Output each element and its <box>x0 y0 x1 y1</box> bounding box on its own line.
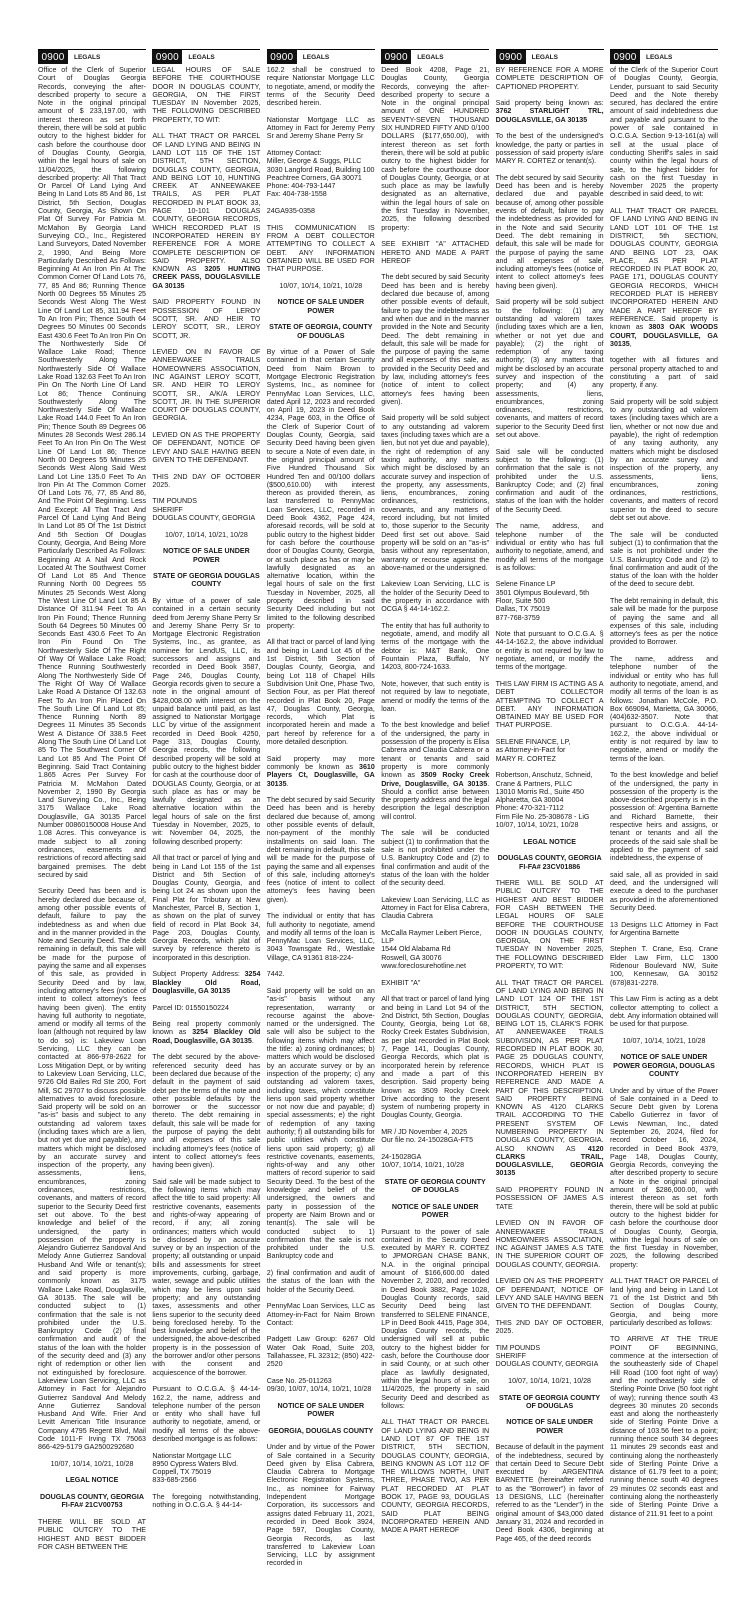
notice-paragraph: Nationstar Mortgage LLC 8950 Cypress Waters Blvd. Coppell, TX 75019 833-685-2566 <box>152 1451 239 1485</box>
section-label: LEGALS <box>646 53 673 61</box>
section-number: 0900 <box>38 50 68 64</box>
notice-paragraph: 162.2 shall be construed to require Nationstar Mortgage LLC to negotiate, amend, or modify the terms of the Security Deed described herein. <box>266 66 375 108</box>
text-segment: ALL THAT TRACT OR PARCEL OF LAND LYING AND BEING IN LAND LOT 115 OF THE 1ST DISTRICT, 5TH SECTION, DOUGLAS COUNTY, GEORGIA, AND BEING LOT 10, HUNTING CREEK AT ANNEEWAKEE TRAILS, AS PER PLAT RECORDED IN PLAT BOOK 33, PAGE 10-101 DOUGLAS COUNTY, GEORGIA RECORDS, WHICH RECORDED PLAT IS INCORPORATED HEREIN BY REFERENCE FOR A MORE COMPLETE DESCRIPTION OF SAID PROPERTY. ALSO KNOWN AS <box>152 132 261 274</box>
legals-column <box>152 49 260 1562</box>
notice-heading: NOTICE OF SALE UNDER POWER <box>277 298 365 315</box>
notice-paragraph <box>496 99 604 124</box>
text-segment: Said property may more commonly be known as <box>266 754 375 771</box>
legals-column <box>496 49 604 1562</box>
notice-paragraph: SAID PROPERTY FOUND IN POSSESSION OF JAMES A.S TATE <box>495 1186 604 1211</box>
notice-paragraph <box>152 970 260 995</box>
notice-paragraph: Padgett Law Group: 6267 Old Water Oak Road, Suite 203, Tallahassee, FL 32312; (850) 422-2520 <box>266 1335 375 1369</box>
notice-paragraph: Said property will be sold on an "as-is" basis without any representation, warranty or recourse against the above-named or the undersigned. The sale will also be subject to the following items which may affect the title: a) zoning ordinances; b) matters which would be disclosed by an accurate survey or by an inspection of the property; c) any outstanding ad valorem taxes, including taxes, which constitute liens upon said property whether or not now due and payable; d) special assessments; e) the right of redemption of any taxing authority; f) all outstanding bills for public utilities which constitute liens upon said property; g) all restrictive covenants, easements, rights-of-way and any other matters of record superior to said Security Deed. To the best of the knowledge and belief of the undersigned, the owners and party in possession of the property are Naim Brown and or tenant(s). The sale will be conducted subject to 1) confirmation that the sale is not prohibited under the U.S. Bankruptcy code and <box>266 986 375 1261</box>
column-body <box>152 66 260 1562</box>
property-address: 3205 HUNTING CREEK PASS, DOUGLASVILLE GA 30135 <box>152 265 261 290</box>
notice-paragraph: Said sale will be made subject to the following items which may affect the title to said property: All restrictive covenants, easements and rights-of-way appearing of record, if any; all zoning ordinances; matters which would be disclosed by an accurate survey or by an inspection of the property; all outstanding or unpaid bills and assessments for street improvements, curbing, garbage, water, sewage and public utilities which may be liens upon said property; and any outstanding taxes, assessments and other liens superior to the security deed being foreclosed hereby. To the best knowledge and belief of the undersigned, the above-described property is in the possession of the borrower and/or other persons with the consent and acquiescence of the borrower. <box>152 1177 261 1377</box>
section-number: 0900 <box>267 50 297 64</box>
notice-heading: DOUGLAS COUNTY, GEORGIA FI-FA# 21CV00753 <box>39 1493 145 1510</box>
notice-heading: STATE OF GEORGIA, COUNTY OF DOUGLAS <box>269 323 373 340</box>
notice-paragraph: 24GA935-0358 <box>266 207 315 216</box>
notice-paragraph: The debt secured by said Security Deed has been and is hereby declared due because of, among other possible events of default, failure to pay the indebtedness as and when due and in the manner provided in the Note and Security Deed. The debt remaining in default, this sale will be made for the purpose of paying the same and all expenses of this sale, as provided in the Security Deed and by law, including attorney's fees (notice of intent to collect attorney's fees having been given). <box>381 273 490 406</box>
notice-paragraph: Office of the Clerk of Superior Court of Douglas Georgia Records, conveying the after-described property to secure a Note in the original principal amount of $ 233,197.00, with interest thereon as set forth therein, there will be sold at public outcry to the highest bidder for cash before the courthouse door of Douglas County, Georgia, within the legal hours of sale on 11/04/2025, the following described property: All That Tract Or Parcel Of Land Lying And Being In Land Lots 85 And 86, 1st District, 5th Section, Douglas County, Georgia, As Shown On Plat Of Survey For Patricia M. McMahon By Georgia Land Surveying CO., Inc., Registered Land Surveyors, Dated November 2, 1990, And Being More Particularly Described As Follows: Beginning At An Iron Pin At The Common Corner Of Land Lots 76, 77, 85 And 86; Running Thence North 00 Degrees 55 Minutes 25 Seconds West Along The West Line Of Land Lot 85, 311.94 Feet To An Iron Pin; Thence South 64 Degrees 50 Minutes 00 Seconds East 430.6 Feet To An Iron Pin On The Northwesterly Side Of Wallace Lake Road; Thence Southwesterly Along The Northwesterly Side Of Wallace Lake Road 132.63 Feet To An Iron Pin On The North Line Of Land Lot 86; Thence Continuing Southwesterly Along The Northwesterly Side Of Wallace Lake Road 144.0 Feet To An Iron Pin; Thence South 89 Degrees 06 Minutes 28 Seconds West 286.14 Feet To An Iron Pin On The West Line Of Land Lot 86; Thence North 00 Degrees 55 Minutes 25 Seconds West Along Said West Land Lot Line 135.0 Feet To An Iron Pin At The Common Corner Of Land Lots 76, 77, 85 And 86, And The Point Of Beginning. Less And Except: All That Tract And Parcel Of Land Lying And Being In Land Lot 85 Of The 1st District And 5th Section Of Douglas County, Georgia, And Being More Particularly Described As Follows: Beginning At A Nail And Rock Located At The Southwest Corner Of Land Lot 85 And Thence Running North 00 Degrees 55 Minutes 25 Seconds West Along The West Line Of Land Lot 85 A Distance Of 311.94 Feet To An Iron Pin Found; Thence Running South 64 Degrees 50 Minutes 00 Seconds East 430.6 Feet To An Iron Pin Found On The Northwesterly Side Of The Right Of Way Of Wallace Lake Road; Thence Running Southwesterly Along The Northwesterly Side Of The Right Of Way Of Wallace Lake Road A Distance Of 132.63 Feet To An Iron Pin Placed On The South Line Of Land Lot 85; Thence Running North 89 Degrees 11 Minutes 35 Seconds West A Distance Of 338.5 Feet Along The South Line Of Land Lot 85 To The Southwest Corner Of Land Lot 85 And The Point Of Beginning. Said Tract Containing 1.865 Acres Per Survey For Patricia M. McMahon Dated November 2, 1990 By Georgia Land Surveying Co., Inc., Being 3175 Wallace Lake Road Douglasville, GA 30135 Parcel Number 00860150008 House And 1.08 Acres. This conveyance is made subject to all zoning ordinances, easements and restrictions of record affecting said bargained premises. The debt secured by said <box>38 66 146 879</box>
property-address: 3254 Blackley Old Road, Douglasville, GA 30135 <box>152 970 261 995</box>
notice-paragraph: Stephen T. Crane, Esq. Crane Elder Law Firm, LLC 1300 Ridenour Boulevard NW, Suite 100, Kennesaw, GA 30152 (678)831-2278. <box>610 945 718 987</box>
notice-paragraph: Lakeview Loan Servicing, LLC as Attorney in Fact for Elisa Cabrera, Claudia Cabrera <box>381 895 490 921</box>
property-address: 3610 Players Ct, Douglasville, GA 30135 <box>266 762 375 788</box>
notice-paragraph: LEVIED ON AS THE PROPERTY OF DEFENDANT, NOTICE OF LEVY AND SALE HAVING BEEN GIVEN TO THE DEFENDANT. <box>495 1277 604 1311</box>
text-segment: . <box>286 779 289 788</box>
section-label: LEGALS <box>74 53 101 61</box>
notice-paragraph: Because of default in the payment of the indebtedness, secured by that certain Deed to Secure Debt executed by ARGENTINA BARNETTE (hereinafter referred to as the "Borrower") in favor of 13 DESIGNS, LLC (hereinafter referred to as the "Lender") in the original amount of $43,000 dated January 31, 2024 and recorded in Deed Book 4306, beginning at Page 465, of the deed records <box>495 1443 604 1543</box>
notice-paragraph <box>381 721 489 821</box>
notice-paragraph: Attorney Contact: Miller, George & Suggs, PLLC 3030 Langford Road, Building 100 Peachtree Corners, GA 30071 Phone: 404-793-1447 Fax: 404-738-1558 <box>266 148 375 199</box>
notice-paragraph: TIM POUNDS SHERIFF DOUGLAS COUNTY, GEORGIA <box>495 1343 599 1369</box>
text-segment: ALL THAT TRACT OR PARCEL OF LAND LYING AND BEING IN LAND LOT 101 OF THE 1st DISTRICT, 5th SECTION, DOUGLAS COUNTY, GEORGIA AND BEING LOT 23, OAK PLACE, AS PER PLAT RECORDED IN PLAT BOOK 20, PAGE 171, DOUGLAS COUNTY GEORGIA RECORDS, WHICH RECORDED PLAT IS HEREBY INCORPORATED HEREIN AND MADE A PART HEREOF BY REFERENCE. Said property is known as <box>610 207 718 332</box>
text-segment: Being real property commonly known as <box>152 1020 261 1037</box>
notice-paragraph: 10/07, 10/14, 10/21, 10/28 <box>164 530 248 539</box>
notice-paragraph: The debt secured by said Security Deed has been and is hereby declared due and payable because of, among other possible events of default, failure to pay the indebtedness as provided for in the Note and said Security Deed. The debt remaining in default, this sale will be made for the purpose of paying the same and all expenses of sale, including attorney's fees (notice of intent to collect attorney's fees having been given). <box>495 173 604 290</box>
notice-paragraph: Under and by virtue of the Power of Sale contained in a Deed to Secure Debt given by Lorena Cabello Gutierrez in favor of Lewis Newman, Inc., dated September 26, 2024, filed for record October 16, 2024, recorded in Deed Book 4379, Page 148, Douglas County, Georgia Records, conveying the after described property to secure a Note in the original principal amount of $286,000.00, with interest thereon as set forth therein, there will be sold at public outcry to the highest bidder for cash before the courthouse door of Douglas County, Georgia, within the legal hours of sale on the first Tuesday in November, 2025, the following described property: <box>610 1086 718 1269</box>
section-number: 0900 <box>610 50 640 64</box>
section-header <box>152 49 260 64</box>
section-label: LEGALS <box>417 53 444 61</box>
notice-paragraph <box>610 207 718 348</box>
notice-paragraph: To the best knowledge and belief of the undersigned, the party in possession of the property is the above-described property is in the possession of: Argentina Barnette and Richard Barnette, their respective heirs and assigns, or tenant or tenants and all the proceeds of the said sale shall be applied to the payment of said indebtedness, the expense of <box>610 771 718 863</box>
text-segment: Said property being known as: <box>495 99 604 108</box>
notice-paragraph: Said property will be sold subject to any outstanding ad valorem taxes (including taxes which are a lien, but not yet due and payable), the right of redemption of any taxing authority, any matters which might be disclosed by an accurate survey and inspection of the property, any assessments, liens, encumbrances, zoning ordinances, restrictions, covenants, and any matters of record including, but not limited to, those superior to the Security Deed first set out above. Said property will be sold on an "as-is" basis without any representation, warranty or recourse against the above-named or the undersigned. <box>381 414 490 572</box>
notice-heading: NOTICE OF SALE UNDER POWER <box>163 547 250 564</box>
notice-paragraph: THIS 2ND DAY OF OCTOBER 2025. <box>152 472 261 489</box>
text-segment: , <box>629 339 632 348</box>
notice-paragraph: All that tract or parcel of land lying and being in Land Lot 45 of the 1st District, 5th Section of Douglas County, Georgia, and being Lot 118 of Chapel Hills Subdivision Unit One, Phase Two, Section Four, as per Plat thereof recorded in Plat Book 20, Page 47, Douglas County, Georgia, records, which Plat is incorporated herein and made a part hereof by reference for a more detailed description. <box>266 638 375 747</box>
notice-paragraph: By virtue of a power of sale contained in a certain security deed from Jeremy Shane Perry Sr and Jeremy Shane Perry Sr to Mortgage Electronic Registration Systems, Inc., as grantee, as nominee for LendUS, LLC, its successors and assigns and recorded in Deed Book 3587, Page 246, Douglas County, Georgia records given to secure a note in the original amount of $428,008.00 with interest on the unpaid balance until paid, as last assigned to Nationstar Mortgage LLC by virtue of the assignment recorded in Deed Book 4250, Page 313, Douglas County, Georgia records, the following described property will be sold at public outcry to the highest bidder for cash at the courthouse door of DOUGLAS County, Georgia, or at such place as has or may be lawfully designated as an alternative location within the legal hours of sale on the first Tuesday in November, 2025, to wit: November 04, 2025, the following described property: <box>152 597 261 846</box>
notice-paragraph: Said property will be sold subject to any outstanding ad valorem taxes (including taxes which are a lien, whether or not now due and payable), the right of redemption of any taxing authority, any matters which might be disclosed by an accurate survey and inspection of the property, any assessments, liens, encumbrances, zoning ordinances, restrictions, covenants, and matters of record superior to the deed to secure debt set out above. <box>610 397 718 523</box>
notice-heading: DOUGLAS COUNTY, GEORGIA FI-FA# 23CV01886 <box>497 854 602 871</box>
notice-paragraph: 10/07, 10/14, 10/21, 10/28 <box>508 1376 592 1385</box>
notice-paragraph: 10/07, 10/14, 10/21, 10/28 <box>279 281 363 290</box>
section-header <box>38 49 146 64</box>
notice-paragraph: Pursuant to O.C.G.A. § 44-14-162.2, the name, address and telephone number of the person or entity who shall have full authority to negotiate, amend, or modify all terms of the above-described mortgage is as follows: <box>152 1385 261 1443</box>
notice-heading: NOTICE OF SALE UNDER POWER GEORGIA, DOUGLAS COUNTY <box>613 1053 715 1078</box>
text-segment: . Should a conflict arise between the property address and the legal description the legal description will control. <box>381 779 490 821</box>
notice-paragraph: The debt secured by the above-referenced security deed has been declared due because of the default in the payment of said debt per the terms of the note and other possible defaults by the borrower or the successor thereto. The debt remaining in default, this sale will be made for the purpose of paying the debt and all expenses of this sale including attorney's fees (notice of intent to collect attorney's fees having been given). <box>152 1053 261 1170</box>
section-label: LEGALS <box>188 53 215 61</box>
notice-heading: LEGAL NOTICE <box>523 837 576 846</box>
notice-paragraph: Case No. 25-011263 09/30, 10/07, 10/14, 10/21, 10/28 <box>266 1376 372 1394</box>
notice-paragraph: 10/07, 10/14, 10/21, 10/28 <box>622 1036 706 1045</box>
notice-paragraph: The entity that has full authority to negotiate, amend, and modify all terms of the mortgage with the debtor is: M&T Bank, One Fountain Plaza, Buffalo, NY 14203, 800-724-1633. <box>381 621 490 672</box>
notice-paragraph: The sale will be conducted subject (1) to confirmation that the sale is not prohibited under the U.S. Bankruptcy Code and (2) to final confirmation and audit of the status of the loan with the holder of the security deed. <box>381 829 490 888</box>
property-address: 3803 OAK WOODS COURT, DOUGLASVILLE, GA 30135 <box>610 323 718 348</box>
column-body <box>38 66 146 1562</box>
notice-paragraph: LEVIED ON IN FAVOR OF ANNEEWAKEE TRAILS HOMEOWNERS ASSOCIATION, INC AGAINST LEROY SCOTT, SR. AND HEIR TO LEROY SCOTT, SR., A/K/A LEROY SCOTT, JR. IN THE SUPERIOR COURT OF DOUGLAS COUNTY, GEORGIA. <box>152 348 261 423</box>
notice-paragraph: The individual or entity that has full authority to negotiate, amend and modify all terms of the loan is PennyMac Loan Services, LLC, 3043 Townsgate Rd., Westlake Village, CA 91361 818-224- <box>266 912 375 962</box>
notice-paragraph: TO ARRIVE AT THE TRUE POINT OF BEGINNING, commence at the intersection of the southeasterly side of Chapel Hill Road (100 foot right of way) and the northeasterly side of Sterling Pointe Drive (50 foot right of way); running thence south 43 degrees 30 minutes 20 seconds east and along the northeasterly side of Sterling Pointe Drive a distance of 103.56 feet to a point; running thence south 34 degrees 11 minutes 29 seconds east and continuing along the northeasterly side of Sterling Pointe Drive a distance of 61.79 feet to a point; running thence south 40 degrees 29 minutes 02 seconds east and continuing along the northeasterly side of Sterling Pointe Drive a distance of 211.91 feet to a point <box>610 1335 718 1518</box>
notice-heading: GEORGIA, DOUGLAS COUNTY <box>268 1426 374 1435</box>
text-segment: ALL THAT TRACT OR PARCEL OF LAND LYING AND BEING IN LAND LOT 124 OF THE 1ST DISTRICT, 5TH SECTION, DOUGLAS COUNTY, GEORGIA, BEING LOT 15, CLARK'S FORK AT ANNEEWAKEE TRAILS SUBDIVISION, AS PER PLAT RECORDED IN PLAT BOOK 30, PAGE 25 DOUGLAS COUNTY, RECORDS, WHICH PLAT IS INCORPORATED HEREIN BY REFERENCE AND MADE A PART OF THIS DESCRIPTION. SAID PROPERTY BEING KNOWN AS 4120 CLARKS TRAIL ACCORDING TO THE PRESENT SYSTEM OF NUMBERING PROPERTY IN DOUGLAS COUNTY, GEORGIA. ALSO KNOWN AS <box>495 978 604 1153</box>
notice-paragraph: Note, however, that such entity is not required by law to negotiate, amend or modify the terms of the loan. <box>381 679 490 713</box>
notice-paragraph: Selene Finance LP 3501 Olympus Boulevard, 5th Floor, Suite 500 Dallas, TX 75019 877-768-3759 <box>495 580 590 622</box>
notice-paragraph: Deed Book 4208, Page 21, Douglas County, Georgia Records, conveying the after-described property to secure a Note in the original principal amount of ONE HUNDRED SEVENTY-SEVEN THOUSAND SIX HUNDRED FIFTY AND 0/100 DOLLARS ($177,650.00), with interest thereon as set forth therein, there will be sold at public outcry to the highest bidder for cash before the courthouse door of Douglas County, Georgia, or at such place as may be lawfully designated as an alternative, within the legal hours of sale on the first Tuesday in November, 2025, the following described property: <box>381 66 490 232</box>
notice-paragraph: Lakeview Loan Servicing, LLC is the holder of the Security Deed to the property in accordance with OCGA § 44-14-162.2. <box>381 580 490 614</box>
notice-paragraph: LEVIED ON IN FAVOR OF ANNEEWAKEE TRAILS HOMEOWNERS ASSOCIATION, INC AGAINST JAMES A.S TATE IN THE SUPERIOR COURT OF DOUGLAS COUNTY, GEORGIA. <box>495 1219 604 1269</box>
notice-paragraph: BY REFERENCE FOR A MORE COMPLETE DESCRIPTION OF CAPTIONED PROPERTY. <box>495 66 604 91</box>
notice-heading: STATE OF GEORGIA COUNTY OF DOUGLAS <box>499 1393 601 1410</box>
notice-paragraph: 10/07, 10/14, 10/21, 10/28 <box>50 1459 134 1468</box>
notice-paragraph: Said sale will be conducted subject to the following: (1) confirmation that the sale is not prohibited under the U.S. Bankruptcy Code; and (2) final confirmation and audit of the status of the loan with the holder of the Security Deed. <box>495 447 604 514</box>
property-address: 3509 Rocky Creek Drive, Douglasville, GA 30135 <box>381 771 490 788</box>
notice-paragraph: By virtue of a Power of Sale contained in that certain Security Deed from Naim Brown to Mortgage Electronic Registration Systems, Inc., as nominee for PennyMac Loan Services, LLC, dated April 12, 2023 and recorded on April 19, 2023 in Deed Book 4234, Page 603, in the Office of the Clerk of Superior Court of Douglas County, Georgia, said Security Deed having been given to secure a Note of even date, in the original principal amount of Five Hundred Thousand Six Hundred Ten and 00/100 dollars ($500,610.00) with interest thereon as provided therein, as last transferred to PennyMac Loan Services, LLC, recorded in Deed Book 4362, Page 424, aforesaid records, will be sold at public outcry to the highest bidder for cash before the courthouse door of Douglas County, Georgia, or at such place as has or may be lawfully designated as an alternative location, within the legal hours of sale on the first Tuesday in November, 2025, all property described in said Security Deed including but not limited to the following described property: <box>266 348 375 630</box>
notice-paragraph: SAID PROPERTY FOUND IN POSSESSION OF LEROY SCOTT, SR. AND HEIR TO LEROY SCOTT, SR., LEROY SCOTT, JR. <box>152 298 261 340</box>
notice-heading: NOTICE OF SALE UNDER POWER <box>277 1401 365 1419</box>
property-address: 4120 CLARKS TRAIL, DOUGLASVILLE, GEORGIA 30135 <box>495 1144 604 1178</box>
notice-paragraph: All that tract or parcel of land lying and being in Land Lot 94 of the 2nd District, 5th Section, Douglas County, Georgia, being Lot 68, Rocky Creek Estates Subdivision, as per plat recorded in Plat Book 7, Page 141, Douglas County, Georgia Records, which plat is incorporated herein by reference and made a part of this description. Said property being known as 3509 Rocky Creek Drive according to the present system of numbering property in Douglas County, Georgia. <box>381 995 490 1120</box>
notice-paragraph: together with all fixtures and personal property attached to and constituting a part of said property, if any. <box>610 356 718 390</box>
notice-paragraph: Robertson, Anschutz, Schneid, Crane & Partners, PLLC 13010 Morris Rd., Suite 450 Alpharetta, GA 30004 Phone: 470-321-7112 Firm File No. 25-308678 - LiG 10/07, 10/14, 10/21, 10/28 <box>495 771 593 830</box>
legals-column <box>381 49 489 1562</box>
notice-paragraph: 24-15028GA 10/07, 10/14, 10/21, 10/28 <box>381 1152 465 1170</box>
notice-heading: NOTICE OF SALE UNDER POWER <box>506 1418 593 1435</box>
notice-paragraph: 2) final confirmation and audit of the status of the loan with the holder of the Security Deed. <box>266 1269 375 1294</box>
notice-paragraph: LEVIED ON AS THE PROPERTY OF DEFENDANT, NOTICE OF LEVY AND SALE HAVING BEEN GIVEN TO THE DEFENDANT. <box>152 431 261 464</box>
notice-paragraph: Pursuant to the power of sale contained in the Security Deed executed by MARY R. CORTEZ to JPMORGAN CHASE BANK, N.A. in the original principal amount of $166,600.00 dated November 2, 2020, and recorded in Deed Book 3882, Page 1028, Douglas County records, said Security Deed being last transferred to SELENE FINANCE, LP in Deed Book 4415, Page 304, Douglas County records, the undersigned will sell at public outcry to the highest bidder for cash, before the Courthouse door in said County, or at such other place as lawfully designated, within the legal hours of sale, on 11/4/2025, the property in said Security Deed and described as follows: <box>381 1227 490 1410</box>
notice-paragraph <box>496 979 604 1178</box>
column-body <box>381 66 489 1562</box>
notice-paragraph: This Law Firm is acting as a debt collector attempting to collect a debt. Any information obtained will be used for that purpose. <box>610 995 718 1029</box>
text-segment: To the best knowledge and belief of the undersigned, the party in possession of the property is Elisa Cabrera and Claudia Cabrera or a tenant or tenants and said property is more commonly known as <box>381 721 490 780</box>
notice-paragraph: THIS LAW FIRM IS ACTING AS A DEBT COLLECTOR ATTEMPTING TO COLLECT A DEBT. ANY INFORMATION OBTAINED MAY BE USED FOR THAT PURPOSE. <box>495 679 604 730</box>
notice-paragraph: Security Deed has been and is hereby declared due because of, among other possible events of default, failure to pay the indebtedness as and when due and in the manner provided in the Note and Security Deed. The debt remaining in default, this sale will be made for the purpose of paying the same and all expenses of this sale, as provided in Security Deed and by law, including attorney's fees (notice of intent to collect attorney's fees having been given). The entity having full authority to negotiate, amend or modify all terms of the loan (although not required by law to do so) is: Lakeview Loan Servicing, LLC they can be contacted at 866-978-2622 for Loss Mitigation Dept, or by writing to Lakeview Loan Servicing, LLC, 9726 Old Bailes Rd Ste 200, Fort Mill, SC 29707 to discuss possible alternatives to avoid foreclosure. Said property will be sold on an "as-is" basis and subject to any outstanding ad valorem taxes (including taxes which are a lien, but not yet due and payable), any matters which might be disclosed by an accurate survey and inspection of the property, any assessments, liens, encumbrances, zoning ordinances, restrictions, covenants, and matters of record superior to the Security Deed first set out above. To the best knowledge and belief of the undersigned, the party in possession of the property is Alejandro Gutierrez Sandoval And Melody Anne Gutierrez Sandoval Husband And Wife or tenant(s); and said property is more commonly known as 3175 Wallace Lake Road, Douglasville, GA 30135. The sale will be conducted subject to (1) confirmation that the sale is not prohibited under the U.S. Bankruptcy Code (2) final confirmation and audit of the status of the loan with the holder of the security deed and (3) any right of redemption or other lien not extinguished by foreclosure. Lakeview Loan Servicing, LLC as Attorney in Fact for Alejandro Gutierrez Sandoval And Melody Anne Gutierrez Sandoval Husband And Wife. Frier And Levitt American Title Insurance Company 4795 Regent Blvd, Mail Code 1011-F Irving TX 75063 866-429-5179 GA2500292680 <box>38 887 146 1452</box>
notice-paragraph: of the Clerk of the Superior Court of Douglas County, Georgia, Lender, pursuant to said Security Deed and the Note thereby secured, has declared the entire amount of said indebtedness due and payable and pursuant to the power of sale contained in O.C.G.A. Section 9-13-161(a) will sell at the usual place of conducting Sheriff's sales in said county within the legal hours of sale, to the highest bidder for cash on the first Tuesday in November 2025 the property described in said deed, to wit: <box>610 66 718 199</box>
notice-paragraph: The sale will be conducted subject (1) to confirmation that the sale is not prohibited under the U.S. Bankruptcy Code and (2) to final confirmation and audit of the status of the loan with the holder of the deed to secure debt. <box>610 530 718 589</box>
notice-paragraph: THIS 2ND DAY OF OCTOBER, 2025. <box>495 1318 604 1336</box>
notice-paragraph <box>267 755 375 788</box>
notice-paragraph: The debt remaining in default, this sale will be made for the purpose of paying the same and all expenses of this sale, including attorney's fees as per the notice provided to Borrower. <box>610 597 718 647</box>
notice-paragraph: 13 Designs LLC Attorney in Fact for Argentina Barnette <box>610 920 718 937</box>
notice-heading: NOTICE OF SALE UNDER POWER <box>391 1202 479 1219</box>
notice-paragraph: LEGAL HOURS OF SALE BEFORE THE COURTHOUSE DOOR IN DOUGLAS COUNTY, GEORGIA, ON THE FIRST TUESDAY IN November 2025, THE FOLLOWING DESCRIBED PROPERTY, TO WIT: <box>152 66 261 124</box>
notice-paragraph: Under and by virtue of the Power of Sale contained in a Security Deed given by Elisa Cabrera, Claudia Cabrera to Mortgage Electronic Registration Systems, Inc., as nominee for Fairway Independent Mortgage Corporation, its successors and assigns dated February 11, 2021, recorded in Deed Book 3924, Page 597, Douglas County, Georgia Records, as last transferred to Lakeview Loan Servicing, LLC by assignment recorded in <box>266 1443 375 1568</box>
text-segment: . <box>251 1036 254 1045</box>
section-header <box>496 49 604 64</box>
notice-paragraph: Nationstar Mortgage LLC as Attorney in Fact for Jeremy Perry Sr and Jeremy Shane Perry Sr <box>266 115 375 141</box>
notice-heading: LEGAL NOTICE <box>65 1476 119 1485</box>
notice-paragraph: To the best of the undersigned's knowledge, the party or parties in possession of said property is/are MARY R. CORTEZ or tenant(s). <box>495 132 604 166</box>
notice-paragraph: PennyMac Loan Services, LLC as Attorney-in-Fact for Naim Brown Contact: <box>266 1302 375 1327</box>
notice-paragraph: TIM POUNDS SHERIFF DOUGLAS COUNTY, GEORGIA <box>152 497 256 523</box>
section-number: 0900 <box>381 50 411 64</box>
legals-column <box>610 49 718 1562</box>
notice-paragraph: ALL THAT TRACT OR PARCEL OF LAND LYING AND BEING IN LAND LOT 87 OF THE 1ST DISTRICT, 5TH SECTION, DOUGLAS COUNTY, GEORGIA, BEING KNOWN AS LOT 112 OF THE WILLOWS NORTH, UNIT THREE, PHASE TWO, AS PER PLAT RECORDED AT PLAT BOOK 17, PAGE 93, DOUGLAS COUNTY, GEORGIA RECORDS, SAID PLAT BEING INCORPORATED HEREIN AND MADE A PART HEREOF <box>381 1418 490 1535</box>
notice-paragraph: MR / JD November 4, 2025 Our file no. 24-15028GA-FT5 <box>381 1128 474 1145</box>
notice-paragraph: The foregoing notwithstanding, nothing in O.C.G.A. § 44-14- <box>152 1493 261 1510</box>
property-address: 3762 STARLIGHT TRL, DOUGLASVILLE, GA 30135 <box>495 107 604 124</box>
notice-paragraph: McCalla Raymer Leibert Pierce, LLP 1544 Old Alabama Rd Roswell, GA 30076 www.foreclosurehotline.net <box>381 928 482 971</box>
section-number: 0900 <box>496 50 526 64</box>
section-header <box>267 49 375 64</box>
legals-column <box>38 49 146 1562</box>
section-label: LEGALS <box>531 53 558 61</box>
notice-paragraph: Note that pursuant to O.C.G.A. § 44-14-162.2, the above individual or entity is not required by law to negotiate, amend, or modify the terms of the mortgage. <box>495 630 604 672</box>
notice-heading: STATE OF GEORGIA DOUGLAS COUNTY <box>153 572 260 589</box>
text-segment: Subject Property Address: <box>152 970 245 979</box>
column-body <box>610 66 718 1562</box>
property-address: 3254 Blackley Old Road, Douglasville, GA 30135 <box>152 1028 261 1045</box>
notice-paragraph: 7442. <box>266 970 285 979</box>
section-header <box>381 49 489 64</box>
notice-paragraph: The name, address, and telephone number of the individual or entity who has full authority to negotiate, amend, and modify all terms of the mortgage is as follows: <box>495 522 604 572</box>
notice-paragraph: THERE WILL BE SOLD AT PUBLIC OUTCRY TO THE HIGHEST AND BEST BIDDER FOR CASH BETWEEN THE <box>38 1517 146 1551</box>
legals-column <box>266 49 375 1568</box>
notice-paragraph: SELENE FINANCE, LP, as Attorney-in-Fact for MARY R. CORTEZ <box>495 738 571 763</box>
column-body <box>266 66 375 1568</box>
notice-paragraph: THIS COMMUNICATION IS FROM A DEBT COLLECTOR ATTEMPTING TO COLLECT A DEBT. ANY INFORMATION OBTAINED WILL BE USED FOR THAT PURPOSE. <box>266 223 375 274</box>
section-number: 0900 <box>152 50 182 64</box>
notice-paragraph <box>152 132 260 290</box>
notice-paragraph: THERE WILL BE SOLD AT PUBLIC OUTCRY TO THE HIGHEST AND BEST BIDDER FOR CASH BETWEEN THE LEGAL HOURS OF SALE BEFORE THE COURTHOUSE DOOR IN DOUGLAS COUNTY, GEORGIA, ON THE FIRST TUESDAY IN November 2025, THE FOLLOWING DESCRIBED PROPERTY, TO WIT: <box>495 879 604 971</box>
notice-paragraph <box>152 1020 260 1045</box>
section-label: LEGALS <box>302 53 330 61</box>
notice-heading: STATE OF GEORGIA COUNTY OF DOUGLAS <box>384 1177 486 1195</box>
notice-paragraph: The debt secured by said Security Deed has been and is hereby declared due because of, among other possible events of default, non-payment of the monthly installments on said loan. The debt remaining in default, this sale will be made for the purpose of paying the same and all expenses of this sale, including attorney's fees (notice of intent to collect attorney's fees having been given). <box>266 796 375 904</box>
column-body <box>496 66 604 1562</box>
notice-paragraph: All that tract or parcel of lying and being in Land Lot 155 of the 1st District and 5th Section of Douglas County, Georgia, and being Lot 24 as shown upon the Final Plat for Tributary at New Manchester, Parcel B, Section 1, as shown on the plat of survey field of record in Plat Book 34, Page 203, Douglas County, Georgia Records, which plat of survey by reference thereto is incorporated in this description. <box>152 854 261 962</box>
section-header <box>610 49 718 64</box>
notice-paragraph: Parcel ID: 01550150224 <box>152 1003 229 1012</box>
notice-paragraph: SEE EXHIBIT "A" ATTACHED HERETO AND MADE A PART HEREOF <box>381 240 490 265</box>
notice-paragraph: Said property will be sold subject to the following: (1) any outstanding ad valorem taxes (including taxes which are a lien, whether or not yet due and payable); (2) the right of redemption of any taxing authority; (3) any matters that might be disclosed by an accurate survey and inspection of the property; and (4) any assessments, liens, encumbrances, zoning ordinances, restrictions, covenants, and matters of record superior to the Security Deed first set out above. <box>495 298 604 440</box>
notice-paragraph: EXHIBIT "A" <box>381 978 421 987</box>
notice-paragraph: ALL THAT TRACT OR PARCEL of land lying and being in Land Lot 71 of the 1st District and 5th Section of Douglas County, Georgia, and being more particularly described as follows: <box>610 1277 718 1327</box>
notice-paragraph: said sale, all as provided in said deed, and the undersigned will execute a deed to the purchaser as provided in the aforementioned Security Deed. <box>610 870 718 912</box>
notice-paragraph: The name, address and telephone number of the individual or entity who has full authority to negotiate, amend, and modify all terms of the loan is as follows: Jonathan McCole, P.O. Box 669094, Marietta, GA 30066, (404)632-3507. Note that pursuant to O.C.G.A. 44-14-162.2, the above individual or entity is not required by law to negotiate, amend or modify the terms of the loan. <box>610 655 718 763</box>
